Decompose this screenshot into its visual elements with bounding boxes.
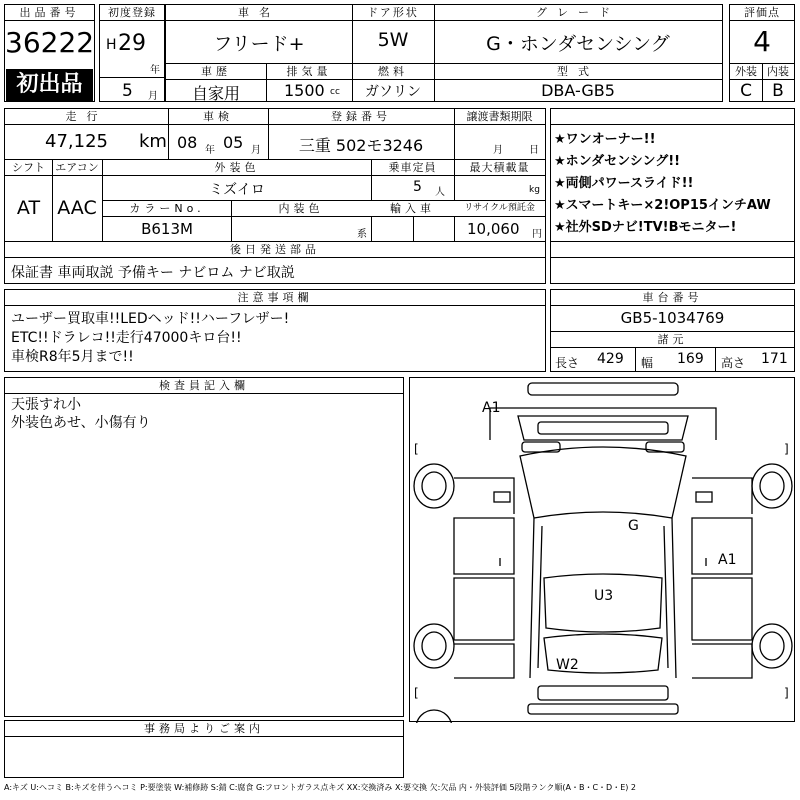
sales-point: ★ワンオーナー!! bbox=[554, 132, 656, 147]
reg-year-unit: 年 bbox=[150, 65, 160, 76]
exterior-label: 外装 bbox=[730, 64, 762, 80]
capacity-label: 乗車定員 bbox=[371, 160, 454, 176]
inspection-label: 車検 bbox=[168, 109, 268, 125]
inspector-line: 天張すれ小 bbox=[11, 397, 81, 413]
history-label: 車歴 bbox=[166, 64, 266, 80]
reg-year: 29 bbox=[118, 31, 146, 56]
length: 429 bbox=[597, 351, 624, 367]
note-line: 車検R8年5月まで!! bbox=[11, 349, 134, 365]
lot-label: 出品番号 bbox=[5, 5, 94, 21]
sales-point: ★両側パワースライド!! bbox=[554, 176, 694, 191]
width-label: 幅 bbox=[641, 356, 654, 370]
displacement-label: 排気量 bbox=[266, 64, 352, 80]
bracket-left-top: [ bbox=[414, 442, 419, 456]
score: 4 bbox=[753, 25, 771, 58]
inspection-year: 08 bbox=[177, 133, 198, 152]
note-line: ユーザー買取車!!LEDヘッド!!ハーフレザー! bbox=[11, 311, 290, 327]
mileage-unit: km bbox=[139, 131, 167, 152]
interior-color-label: 内装色 bbox=[231, 201, 371, 217]
inspector-line: 外装色あせ、小傷有り bbox=[11, 415, 151, 431]
bracket-right-mid: ] bbox=[784, 686, 789, 700]
color-label: 外装色 bbox=[103, 160, 371, 176]
notes-box bbox=[4, 289, 546, 372]
transfer-month: 月 bbox=[493, 145, 503, 156]
car-diagram bbox=[409, 377, 795, 722]
shift-label: シフト bbox=[5, 160, 52, 176]
bracket-left-mid: [ bbox=[414, 686, 419, 700]
displacement-unit: cc bbox=[330, 87, 340, 97]
sales-box bbox=[550, 108, 795, 284]
fuel: ガソリン bbox=[365, 84, 421, 100]
reg-month-unit: 月 bbox=[148, 91, 158, 102]
color-no-label: カラーNo. bbox=[103, 201, 231, 217]
door-type: 5W bbox=[377, 29, 409, 51]
inspector-label: 検査員記入欄 bbox=[5, 378, 403, 394]
genuine-label bbox=[551, 242, 794, 258]
era-letter: H bbox=[106, 37, 117, 53]
inspection-month-unit: 月 bbox=[251, 145, 261, 156]
inspection-month: 05 bbox=[223, 133, 244, 152]
interior-score: B bbox=[772, 81, 784, 101]
reg-month: 5 bbox=[122, 81, 133, 101]
score-label: 評価点 bbox=[730, 5, 794, 21]
exterior-score: C bbox=[740, 81, 752, 101]
interior-color-unit: 系 bbox=[357, 229, 367, 240]
first-reg-box bbox=[99, 4, 165, 102]
transfer-day: 日 bbox=[529, 145, 539, 156]
plate-number: 三重 502モ3246 bbox=[298, 136, 424, 155]
note-line: ETC!!ドラレコ!!走行47000キロ台!! bbox=[11, 330, 242, 346]
load-unit: kg bbox=[529, 185, 540, 195]
width: 169 bbox=[677, 351, 704, 367]
door-label: ドア形状 bbox=[352, 5, 434, 21]
model-label: 型式 bbox=[434, 64, 722, 80]
height-label: 高さ bbox=[721, 356, 746, 370]
capacity: 5 bbox=[413, 179, 422, 195]
ac: AAC bbox=[57, 197, 97, 219]
plate-label: 登録番号 bbox=[268, 109, 454, 125]
import-label: 輸入車 bbox=[371, 201, 454, 217]
first-listing-badge: 初出品 bbox=[6, 69, 93, 101]
displacement: 1500 bbox=[284, 81, 325, 100]
shift: AT bbox=[16, 197, 41, 219]
notes-label: 注意事項欄 bbox=[5, 290, 545, 306]
details-box bbox=[4, 108, 546, 284]
recycle-fee: 10,060 bbox=[467, 220, 520, 238]
inspector-box bbox=[4, 377, 404, 717]
later-parts-label: 後日発送部品 bbox=[5, 242, 545, 258]
office-box bbox=[4, 720, 404, 778]
sales-point: ★スマートキー×2!OP15インチAW bbox=[554, 198, 771, 213]
damage-mark-rear: W2 bbox=[556, 657, 579, 673]
damage-mark-windshield: G bbox=[628, 518, 639, 534]
damage-mark-front: A1 bbox=[482, 400, 501, 416]
car-name: フリード+ bbox=[213, 33, 305, 55]
length-label: 長さ bbox=[555, 356, 580, 370]
transfer-label: 譲渡書類期限 bbox=[454, 109, 545, 125]
ac-label: エアコン bbox=[52, 160, 102, 176]
sales-point: ★社外SDナビ!TV!Bモニター! bbox=[554, 220, 737, 235]
load-label: 最大積載量 bbox=[454, 160, 545, 176]
capacity-unit: 人 bbox=[435, 187, 445, 198]
later-parts: 保証書 車両取説 予備キー ナビロム ナビ取説 bbox=[11, 265, 295, 281]
damage-mark-right-door: A1 bbox=[718, 552, 737, 568]
name-row-box bbox=[165, 4, 723, 102]
lot-box bbox=[4, 4, 95, 102]
chassis-box bbox=[550, 289, 795, 372]
interior-label: 内装 bbox=[762, 64, 794, 80]
bracket-right-top: ] bbox=[784, 442, 789, 456]
mileage-label: 走行 bbox=[5, 109, 168, 125]
height: 171 bbox=[761, 351, 788, 367]
inspection-year-unit: 年 bbox=[205, 145, 215, 156]
chassis-label: 車台番号 bbox=[551, 290, 794, 306]
dims-label: 諸元 bbox=[551, 332, 794, 348]
car-outline bbox=[410, 378, 796, 723]
grade: G・ホンダセンシング bbox=[486, 33, 670, 55]
sales-label bbox=[551, 109, 794, 125]
model: DBA-GB5 bbox=[541, 81, 615, 100]
mileage: 47,125 bbox=[45, 131, 108, 152]
sales-point: ★ホンダセンシング!! bbox=[554, 154, 681, 169]
chassis-number: GB5-1034769 bbox=[620, 309, 725, 327]
grade-label: グレード bbox=[434, 5, 722, 21]
lot-number: 36222 bbox=[5, 26, 94, 59]
damage-mark-roof: U3 bbox=[594, 588, 614, 604]
color-number: B613M bbox=[141, 220, 193, 238]
score-box bbox=[729, 4, 795, 102]
history: 自家用 bbox=[191, 84, 240, 103]
first-reg-label: 初度登録 bbox=[100, 5, 164, 21]
recycle-unit: 円 bbox=[532, 229, 542, 240]
legend: A:キズ U:ヘコミ B:キズを伴うヘコミ P:要塗装 W:補修跡 S:錆 C:腐食 G:フロントガラス点キズ XX:交換済み X:要交換 欠:欠品 内・外装評価 5段階ランク順(A・B・C・D・E) 2 bbox=[4, 783, 637, 792]
recycle-label: リサイクル預託金 bbox=[454, 201, 545, 217]
exterior-color: ミズイロ bbox=[209, 182, 265, 198]
fuel-label: 燃料 bbox=[352, 64, 434, 80]
office-label: 事務局よりご案内 bbox=[5, 721, 403, 737]
car-name-label: 車名 bbox=[166, 5, 352, 21]
